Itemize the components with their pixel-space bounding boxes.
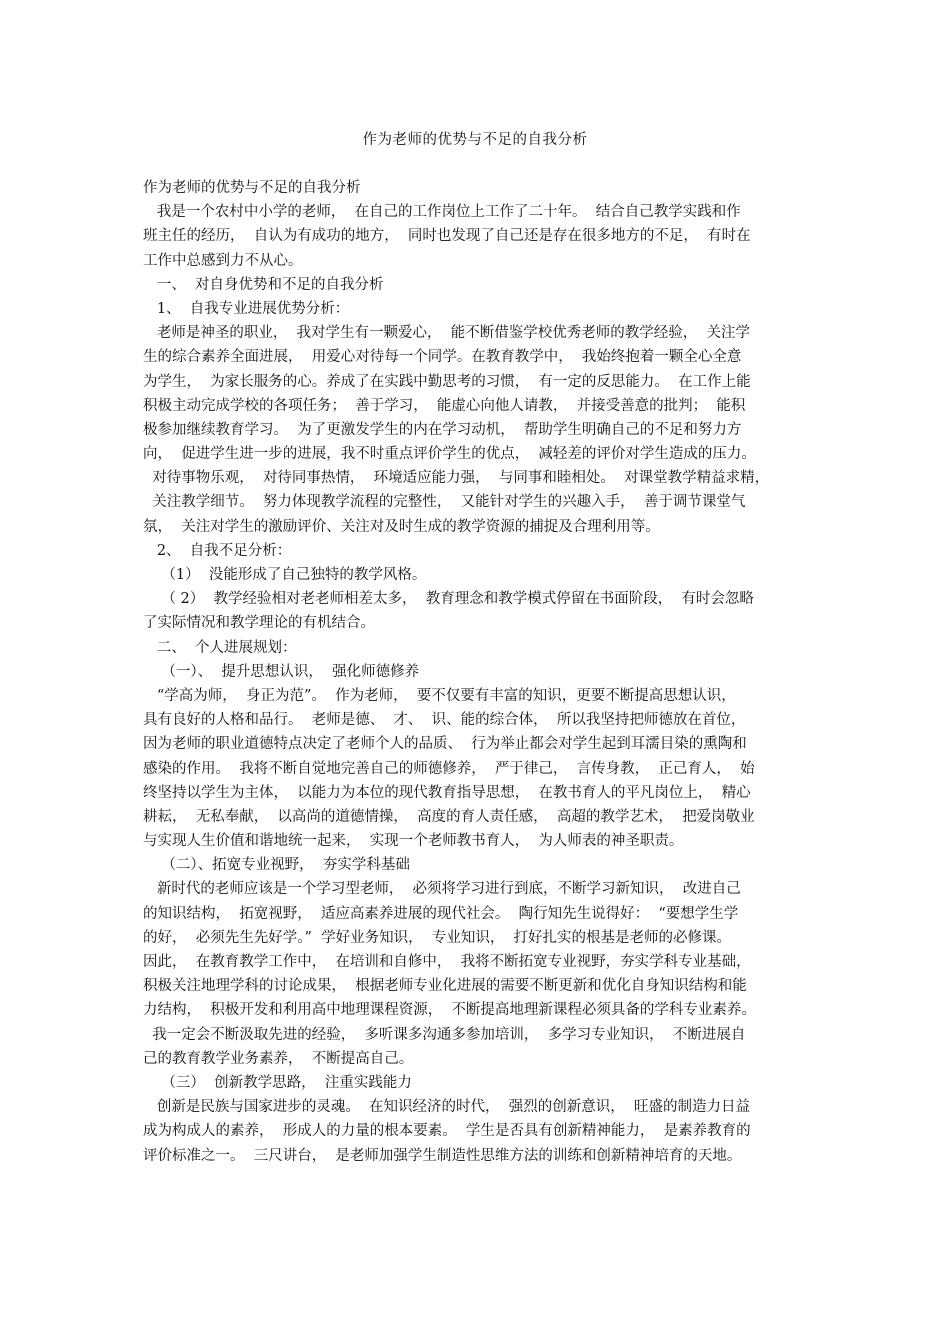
text-line: “学高为师， 身正为范”。 作为老师， 要不仅要有丰富的知识，更要不断提高思想认识， bbox=[143, 687, 736, 704]
text-line: 的知识结构， 拓宽视野， 适应高素养进展的现代社会。 陶行知先生说得好： “要想学生学 bbox=[143, 905, 739, 922]
text-line: 关注教学细节。 努力体现教学流程的完整性， 又能针对学生的兴趣入手， 善于调节课堂气 bbox=[143, 494, 746, 511]
text-line: 1、 自我专业进展优势分析： bbox=[143, 300, 350, 317]
text-line: 因为老师的职业道德特点决定了老师个人的品质、 行为举止都会对学生起到耳濡目染的熏陶和 bbox=[143, 736, 747, 753]
text-line: 终坚持以学生为主体， 以能力为本位的现代教育指导思想， 在教书育人的平凡岗位上， 精心 bbox=[143, 784, 751, 801]
text-line: 己的教育教学业务素养， 不断提高自己。 bbox=[143, 1050, 414, 1067]
text-line: 我是一个农村中小学的老师， 在自己的工作岗位上工作了二十年。 结合自己教学实践和作 bbox=[143, 204, 741, 221]
text-line: 感染的作用。 我将不断自觉地完善自己的师德修养， 严于律己， 言传身教， 正己育人， 始 bbox=[143, 760, 755, 777]
text-line: 创新是民族与国家进步的灵魂。 在知识经济的时代， 强烈的创新意识， 旺盛的制造力日益 bbox=[143, 1099, 750, 1116]
text-line: 班主任的经历， 自认为有成功的地方， 同时也发现了自己还是存在很多地方的不足， 有时在 bbox=[143, 228, 751, 245]
text-line: 了实际情况和教学理论的有机结合。 bbox=[143, 615, 375, 632]
text-line: 成为构成人的素养， 形成人的力量的根本要素。 学生是否具有创新精神能力， 是素养教育的 bbox=[143, 1123, 751, 1140]
text-line: 的好， 必须先生先好学。” 学好业务知识， 专业知识， 打好扎实的根基是老师的必修课。 bbox=[143, 929, 732, 946]
text-line: 为学生， 为家长服务的心。养成了在实践中勤思考的习惯， 有一定的反思能力。 在工作上能 bbox=[143, 373, 751, 390]
text-line: 新时代的老师应该是一个学习型老师， 必须将学习进行到底，不断学习新知识， 改进自己 bbox=[143, 881, 741, 898]
text-line: 生的综合素养全面进展， 用爱心对待每一个同学。在教育教学中， 我始终抱着一颗全心全意 bbox=[143, 349, 742, 366]
text-line: （二）、拓宽专业视野， 夯实学科基础 bbox=[143, 857, 410, 874]
text-line: 工作中总感到力不从心。 bbox=[143, 252, 303, 269]
text-line: 力结构， 积极开发和利用高中地理课程资源， 不断提高地理新课程必须具备的学科专业素养。 bbox=[143, 1002, 756, 1019]
text-line: 2、 自我不足分析： bbox=[143, 542, 292, 559]
text-line: （一）、 提升思想认识， 强化师德修养 bbox=[143, 663, 420, 680]
text-line: 我一定会不断汲取先进的经验， 多听课多沟通多参加培训， 多学习专业知识， 不断进展自 bbox=[143, 1026, 746, 1043]
text-line: （三） 创新教学思路， 注重实践能力 bbox=[143, 1074, 412, 1091]
text-line: （ 2） 教学经验相对老老师相差太多， 教育理念和教学模式停留在书面阶段， 有时会忽略 bbox=[143, 591, 754, 608]
text-line: 二、 个人进展规划： bbox=[143, 639, 297, 656]
text-line: 具有良好的人格和品行。 老师是德、 才、 识、能的综合体， 所以我坚持把师德放在首位， bbox=[143, 712, 746, 729]
text-line: （1） 没能形成了自己独特的教学风格。 bbox=[143, 567, 427, 583]
text-line: 耕耘， 无私奉献， 以高尚的道德情操， 高度的育人责任感， 高超的教学艺术， 把爱岗敬业 bbox=[143, 808, 755, 825]
document-title: 作为老师的优势与不足的自我分析 bbox=[362, 132, 588, 148]
text-line: 积极主动完成学校的各项任务； 善于学习， 能虚心向他人请教， 并接受善意的批判； 能积 bbox=[143, 397, 746, 414]
text-line: 因此， 在教育教学工作中， 在培训和自修中， 我将不断拓宽专业视野，夯实学科专业基础， bbox=[143, 954, 751, 970]
text-line: 作为老师的优势与不足的自我分析 bbox=[143, 180, 361, 196]
text-line: 积极关注地理学科的讨论成果， 根据老师专业化进展的需要不断更新和优化自身知识结构和能 bbox=[143, 978, 747, 995]
text-line: 评价标准之一。 三尺讲台， 是老师加强学生制造性思维方法的训练和创新精神培育的天地。 bbox=[143, 1147, 742, 1164]
text-line: 对待事物乐观， 对待同事热情， 环境适应能力强， 与同事和睦相处。 对课堂教学精益求精， bbox=[143, 470, 770, 487]
text-line: 一、 对自身优势和不足的自我分析 bbox=[143, 276, 384, 293]
text-line: 氛， 关注对学生的激励评价、关注对及时生成的教学资源的捕捉及合理利用等。 bbox=[143, 518, 660, 535]
document-body bbox=[143, 176, 815, 1168]
text-line: 极参加继续教育学习。 为了更激发学生的内在学习动机， 帮助学生明确自己的不足和努力方 bbox=[143, 421, 742, 438]
text-line: 老师是神圣的职业， 我对学生有一颗爱心， 能不断借鉴学校优秀老师的教学经验， 关注学 bbox=[143, 325, 750, 342]
text-line: 向， 促进学生进一步的进展，我不时重点评价学生的优点， 减轻差的评价对学生造成的压力。 bbox=[143, 446, 756, 463]
text-line: 与实现人生价值和谐地统一起来， 实现一个老师教书育人， 为人师表的神圣职责。 bbox=[143, 833, 684, 850]
